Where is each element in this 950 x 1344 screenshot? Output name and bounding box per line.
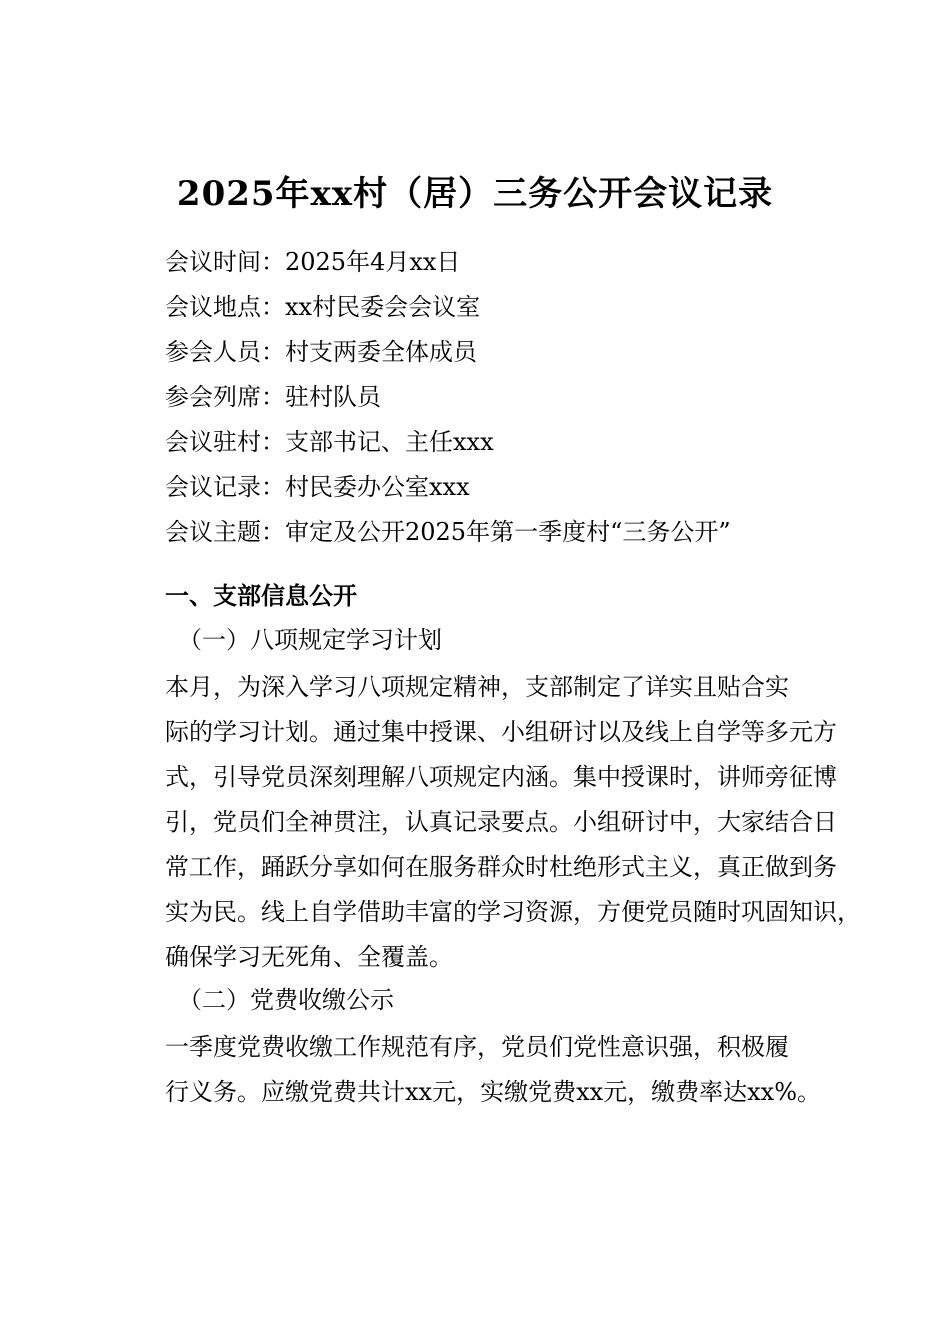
paragraph-line: 式，引导党员深刻理解八项规定内涵。集中授课时，讲师旁征博	[165, 763, 837, 791]
meta-row-attendees	[165, 330, 865, 375]
meta-value: 审定及公开2025年第一季度村“三务公开”	[285, 518, 731, 546]
meta-label: 会议驻村：	[165, 428, 285, 456]
meta-label: 参会列席：	[165, 383, 285, 411]
paragraph-line: 际的学习计划。通过集中授课、小组研讨以及线上自学等多元方	[165, 718, 837, 746]
meta-label: 会议记录：	[165, 473, 285, 501]
meta-row-location	[165, 285, 865, 330]
paragraph-line: 本月，为深入学习八项规定精神，支部制定了详实且贴合实	[165, 673, 789, 701]
meta-label: 会议地点：	[165, 293, 285, 321]
paragraph-line: 一季度党费收缴工作规范有序，党员们党性意识强，积极履	[165, 1033, 789, 1061]
subsection-heading-study-plan: （一）八项规定学习计划	[178, 626, 442, 654]
meta-value: 村支两委全体成员	[285, 338, 477, 366]
meta-value: xx村民委会会议室	[285, 293, 481, 321]
meta-row-observers	[165, 375, 865, 420]
paragraph-party-dues	[165, 1025, 845, 1115]
section-heading-branch-info: 一、支部信息公开	[165, 581, 357, 610]
meta-row-recorder	[165, 465, 865, 510]
meta-label: 会议主题：	[165, 518, 285, 546]
document-title: 2025年xx村（居）三务公开会议记录	[176, 174, 774, 214]
paragraph-line: 确保学习无死角、全覆盖。	[165, 943, 453, 971]
meta-value: 支部书记、主任xxx	[285, 428, 494, 456]
meta-label: 会议时间：	[165, 248, 285, 276]
meta-value: 2025年4月xx日	[285, 248, 461, 276]
meta-row-time	[165, 240, 865, 285]
meta-row-topic	[165, 510, 865, 555]
meta-row-host	[165, 420, 865, 465]
meta-label: 参会人员：	[165, 338, 285, 366]
paragraph-study-plan	[165, 665, 861, 980]
paragraph-line: 引，党员们全神贯注，认真记录要点。小组研讨中，大家结合日	[165, 808, 837, 836]
meta-value: 村民委办公室xxx	[285, 473, 470, 501]
paragraph-line: 实为民。线上自学借助丰富的学习资源，方便党员随时巩固知识，	[165, 898, 861, 926]
meeting-info	[165, 240, 865, 555]
paragraph-line: 行义务。应缴党费共计xx元，实缴党费xx元，缴费率达xx%。	[165, 1078, 822, 1106]
subsection-heading-party-dues: （二）党费收缴公示	[178, 986, 394, 1014]
paragraph-line: 常工作，踊跃分享如何在服务群众时杜绝形式主义，真正做到务	[165, 853, 837, 881]
meta-value: 驻村队员	[285, 383, 381, 411]
